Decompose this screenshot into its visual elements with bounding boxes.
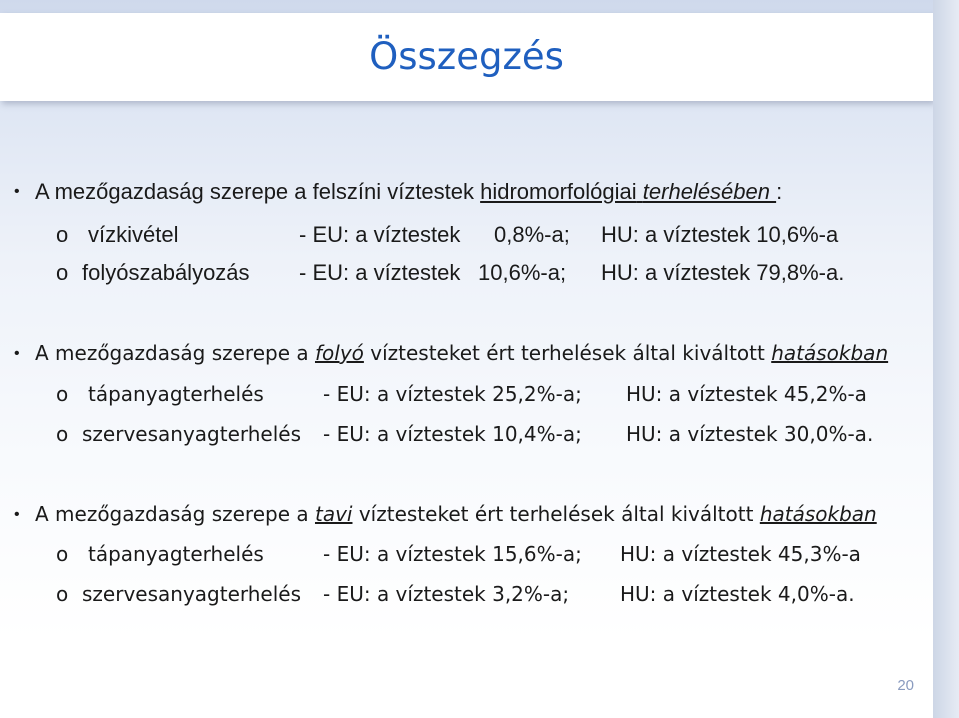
row-eu-text: - EU: a víztestek — [299, 222, 461, 247]
row-eu-text: - EU: a víztestek 3,2%-a; — [323, 582, 570, 606]
section1-row-2 — [0, 260, 933, 288]
row-hu-text: HU: a víztestek 4,0%-a. — [620, 582, 855, 606]
section2-row-2 — [0, 422, 933, 450]
bullet-icon: • — [14, 345, 20, 362]
slide-right-edge — [933, 0, 959, 718]
row-name: szervesanyagterhelés — [82, 422, 302, 446]
section1-intro — [35, 179, 782, 205]
bullet-icon: • — [14, 183, 20, 200]
section2-row-1 — [0, 382, 933, 410]
section1-intro-colon: : — [776, 179, 783, 204]
section2-intro-underlined-2: hatásokban — [771, 341, 889, 365]
row-name: tápanyagterhelés — [88, 382, 264, 406]
row-hu-text: HU: a víztestek 45,2%-a — [626, 382, 867, 406]
row-marker: o — [56, 382, 69, 406]
section1-row-1 — [0, 222, 933, 250]
section1-intro-text: A mezőgazdaság szerepe a felszíni víztestek — [35, 179, 481, 204]
section3-intro — [35, 502, 877, 526]
bullet-icon: • — [14, 506, 20, 523]
row-eu-text: - EU: a víztestek 15,6%-a; — [323, 542, 582, 566]
row-eu-value: 10,6%-a; — [478, 260, 567, 285]
section3-intro-underlined-1: tavi — [314, 502, 353, 526]
section3-row-1 — [0, 542, 933, 570]
section2-intro-text-2: víztesteket ért terhelések által kiváltott — [363, 341, 772, 365]
section2-intro — [35, 341, 888, 365]
row-marker: o — [56, 422, 69, 446]
row-eu-text: - EU: a víztestek — [299, 260, 461, 285]
section3-intro-text-2: víztesteket ért terhelések által kiváltott — [352, 502, 760, 526]
row-name: vízkivétel — [88, 222, 179, 247]
row-name: szervesanyagterhelés — [82, 582, 302, 606]
row-hu-text: HU: a víztestek 10,6%-a — [601, 222, 839, 247]
section2-intro-text: A mezőgazdaság szerepe a — [35, 341, 315, 365]
row-eu-text: - EU: a víztestek 10,4%-a; — [323, 422, 582, 446]
section1-intro-underlined-1: hidromorfológiai — [480, 179, 637, 204]
row-name: folyószabályozás — [82, 260, 250, 285]
row-eu-text: - EU: a víztestek 25,2%-a; — [323, 382, 582, 406]
row-hu-text: HU: a víztestek 30,0%-a. — [626, 422, 874, 446]
row-hu-text: HU: a víztestek 79,8%-a. — [601, 260, 845, 285]
row-marker: o — [56, 582, 69, 606]
slide-title: Összegzés — [369, 35, 564, 78]
row-eu-value: 0,8%-a; — [494, 222, 570, 247]
page-number: 20 — [897, 677, 914, 694]
row-name: tápanyagterhelés — [88, 542, 264, 566]
section2-intro-underlined-1: folyó — [314, 341, 364, 365]
row-marker: o — [56, 542, 69, 566]
section3-intro-text: A mezőgazdaság szerepe a — [35, 502, 315, 526]
row-marker: o — [56, 222, 69, 247]
section3-row-2 — [0, 582, 933, 610]
section1-intro-underlined-2: terhelésében — [642, 179, 777, 204]
section3-intro-underlined-2: hatásokban — [759, 502, 877, 526]
title-bar — [0, 13, 933, 101]
row-marker: o — [56, 260, 69, 285]
row-hu-text: HU: a víztestek 45,3%-a — [620, 542, 861, 566]
